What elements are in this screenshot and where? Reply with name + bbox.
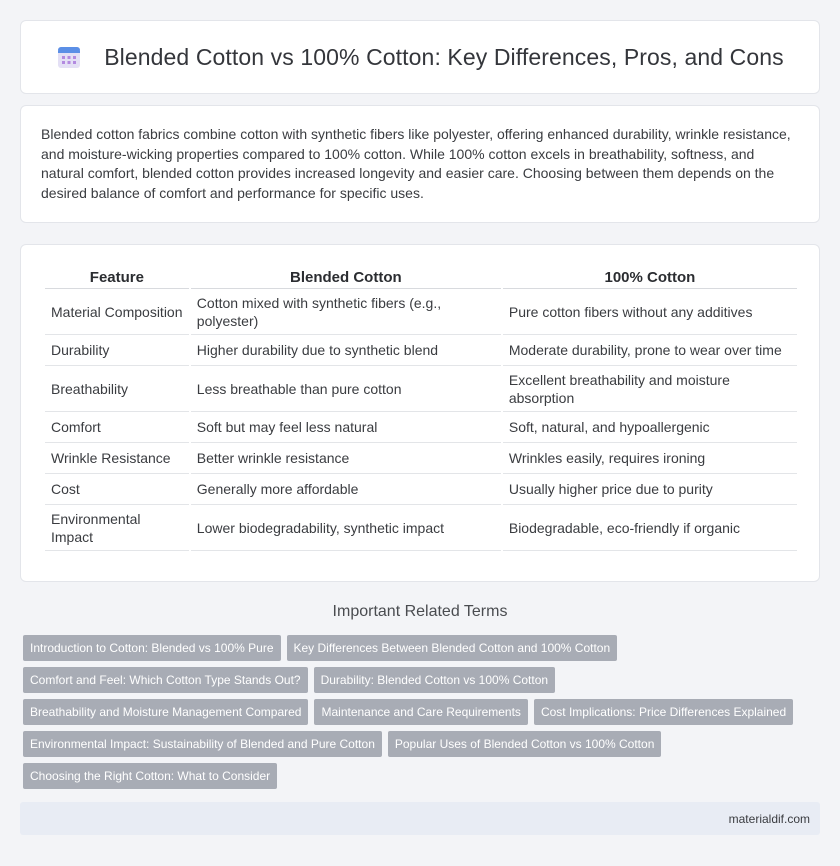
table-row [45,412,797,443]
related-terms-title: Important Related Terms [332,603,508,620]
pure-cell: Excellent breathability and moisture absorption [503,366,797,412]
table-row [45,443,797,474]
table-row [45,335,797,366]
table-header-row [45,265,797,289]
header-feature: Feature [45,265,189,289]
table-row [45,366,797,412]
blended-cell: Higher durability due to synthetic blend [191,335,501,366]
table-row [45,474,797,505]
table-row [45,289,797,335]
header-pure: 100% Cotton [503,265,797,289]
pure-cell: Wrinkles easily, requires ironing [503,443,797,474]
blended-cell: Soft but may feel less natural [191,412,501,443]
intro-text: Blended cotton fabrics combine cotton with synthetic fibers like polyester, offering enhanced durability, wrinkle resistance, and moisture-wicking properties compared to 100% cotton. While 100% cotton excels in breathability, softness, and natural comfort, blended cotton provides increased longevity and easier care. Choosing between them depends on the desired balance of comfort and performance for specific uses. [41,126,791,201]
related-term-tag[interactable]: Comfort and Feel: Which Cotton Type Stands Out? [23,667,308,693]
related-terms-list [23,635,813,789]
blended-cell: Less breathable than pure cotton [191,366,501,412]
related-term-tag[interactable]: Introduction to Cotton: Blended vs 100% Pure [23,635,281,661]
related-term-tag[interactable]: Durability: Blended Cotton vs 100% Cotton [314,667,555,693]
related-term-tag[interactable]: Choosing the Right Cotton: What to Consider [23,763,277,789]
pure-cell: Soft, natural, and hypoallergenic [503,412,797,443]
related-term-tag[interactable]: Breathability and Moisture Management Compared [23,699,308,725]
pure-cell: Usually higher price due to purity [503,474,797,505]
pure-cell: Pure cotton fibers without any additives [503,289,797,335]
calendar-icon [56,44,82,70]
blended-cell: Generally more affordable [191,474,501,505]
page-title: Blended Cotton vs 100% Cotton: Key Differences, Pros, and Cons [104,43,784,70]
table-row [45,505,797,551]
header-card [20,20,820,94]
header-blended: Blended Cotton [191,265,501,289]
comparison-table [43,265,799,551]
blended-cell: Lower biodegradability, synthetic impact [191,505,501,551]
site-link[interactable]: materialdif.com [728,812,810,826]
related-term-tag[interactable]: Key Differences Between Blended Cotton and 100% Cotton [287,635,618,661]
feature-cell: Cost [45,474,189,505]
feature-cell: Comfort [45,412,189,443]
related-term-tag[interactable]: Popular Uses of Blended Cotton vs 100% Cotton [388,731,662,757]
feature-cell: Breathability [45,366,189,412]
pure-cell: Moderate durability, prone to wear over time [503,335,797,366]
comparison-table-card [20,244,820,582]
blended-cell: Cotton mixed with synthetic fibers (e.g., polyester) [191,289,501,335]
feature-cell: Environmental Impact [45,505,189,551]
related-term-tag[interactable]: Maintenance and Care Requirements [314,699,527,725]
related-term-tag[interactable]: Environmental Impact: Sustainability of Blended and Pure Cotton [23,731,382,757]
footer [20,802,820,835]
feature-cell: Wrinkle Resistance [45,443,189,474]
blended-cell: Better wrinkle resistance [191,443,501,474]
feature-cell: Material Composition [45,289,189,335]
feature-cell: Durability [45,335,189,366]
intro-card [20,105,820,223]
related-term-tag[interactable]: Cost Implications: Price Differences Explained [534,699,793,725]
pure-cell: Biodegradable, eco-friendly if organic [503,505,797,551]
